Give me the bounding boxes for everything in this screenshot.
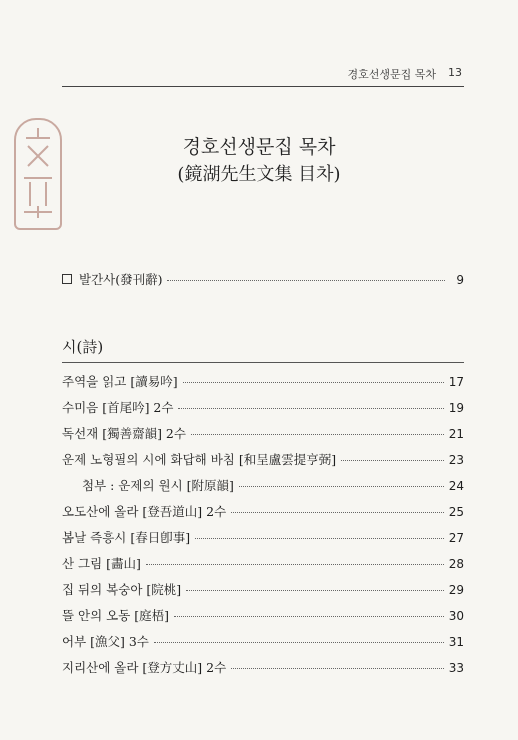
- toc-label: 첨부 : 운제의 원시 [附原韻]: [82, 478, 234, 493]
- toc-page: 30: [448, 609, 464, 623]
- running-head-title: 경호선생문집 목차: [347, 68, 436, 81]
- toc-row[interactable]: [62, 554, 464, 572]
- toc-label: 수미음 [首尾吟] 2수: [62, 400, 174, 415]
- page-title: 경호선생문집 목차: [182, 136, 336, 158]
- toc-row-preface[interactable]: [62, 270, 464, 288]
- toc-row[interactable]: [62, 658, 464, 676]
- toc-label: 봄날 즉흥시 [春日卽事]: [62, 530, 191, 545]
- dot-leader: [183, 382, 444, 383]
- dot-leader: [186, 590, 444, 591]
- page-number: 13: [448, 66, 462, 79]
- dot-leader: [195, 538, 444, 539]
- toc-row[interactable]: [62, 528, 464, 546]
- toc-page: 19: [448, 401, 464, 415]
- toc-page: 27: [448, 531, 464, 545]
- dot-leader: [178, 408, 443, 409]
- toc-row[interactable]: [62, 398, 464, 416]
- checkbox-icon: [62, 274, 72, 284]
- dot-leader: [191, 434, 444, 435]
- toc-row[interactable]: [62, 580, 464, 598]
- toc-label: 독선재 [獨善齋韻] 2수: [62, 426, 186, 441]
- page-subtitle: (鏡湖先生文集 目차): [177, 164, 341, 185]
- toc-row[interactable]: [62, 372, 464, 390]
- toc-label: 오도산에 올라 [登吾道山] 2수: [62, 504, 227, 519]
- toc-row[interactable]: [62, 502, 464, 520]
- running-head: [347, 66, 462, 82]
- dot-leader: [174, 616, 444, 617]
- dot-leader: [146, 564, 444, 565]
- toc-page: 25: [448, 505, 464, 519]
- toc-label: 집 뒤의 복숭아 [院桃]: [62, 582, 182, 597]
- toc-label: 지리산에 올라 [登方丈山] 2수: [62, 660, 227, 675]
- toc-page: 21: [448, 427, 464, 441]
- toc-label: 주역을 읽고 [讀易吟]: [62, 374, 178, 389]
- toc-label: 운제 노형필의 시에 화답해 바침 [和呈盧雲提亨弼]: [62, 452, 337, 467]
- dot-leader: [231, 668, 444, 669]
- dot-leader: [341, 460, 444, 461]
- toc-page: 33: [448, 661, 464, 675]
- toc-page: 29: [448, 583, 464, 597]
- toc-label: 산 그림 [畵山]: [62, 556, 141, 571]
- dot-leader: [239, 486, 444, 487]
- toc-page: 9: [456, 273, 464, 287]
- toc-page: 31: [448, 635, 464, 649]
- section-rule: [62, 362, 464, 363]
- header-rule: [62, 86, 464, 87]
- toc-row-sub[interactable]: [82, 476, 464, 494]
- toc-label: 어부 [漁父] 3수: [62, 634, 149, 649]
- toc-label: 뜰 안의 오동 [庭梧]: [62, 608, 170, 623]
- dot-leader: [167, 280, 445, 281]
- toc-row[interactable]: [62, 606, 464, 624]
- dot-leader: [154, 642, 444, 643]
- toc-row[interactable]: [62, 424, 464, 442]
- dot-leader: [231, 512, 444, 513]
- toc-page: 24: [448, 479, 464, 493]
- toc-page: 28: [448, 557, 464, 571]
- toc-row[interactable]: [62, 632, 464, 650]
- toc-row[interactable]: [62, 450, 464, 468]
- section-title: 시(詩): [62, 338, 104, 356]
- toc-page: 17: [448, 375, 464, 389]
- toc-page: 23: [448, 453, 464, 467]
- toc-label: 발간사(發刊辭): [79, 272, 163, 287]
